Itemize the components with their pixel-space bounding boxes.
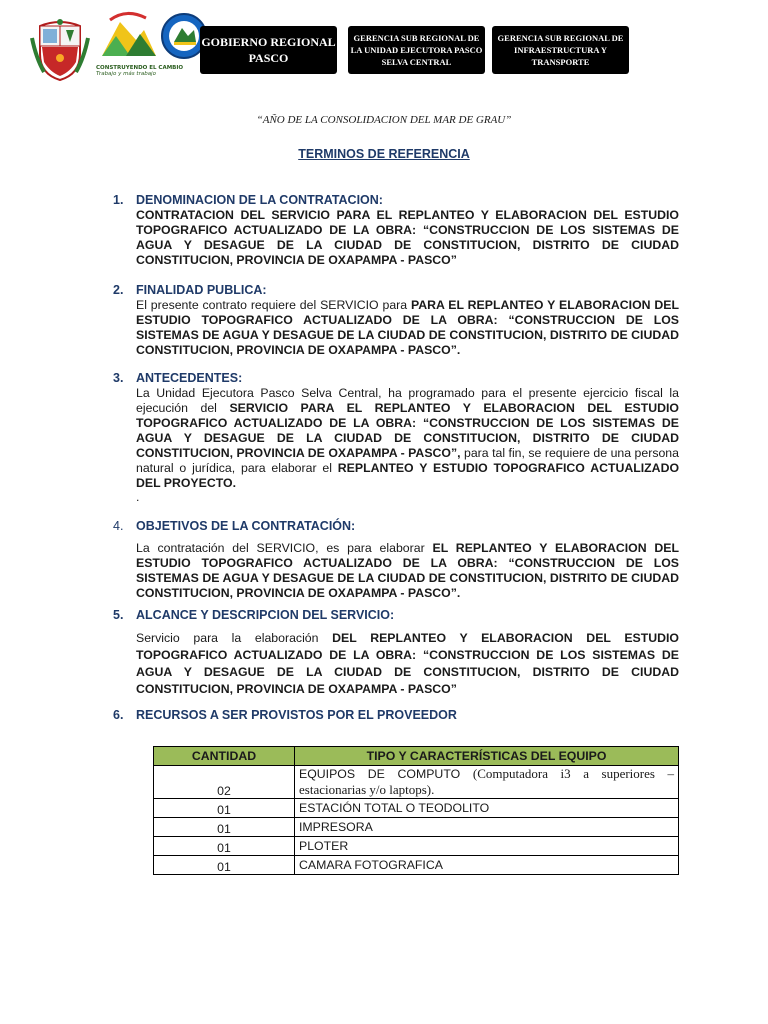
section-alcance [113, 608, 679, 698]
section-body [136, 386, 679, 491]
section-recursos [113, 708, 679, 723]
section-heading [113, 283, 679, 298]
section-antecedentes [113, 371, 679, 503]
table-row [154, 799, 679, 818]
description-cell: ESTACIÓN TOTAL O TEODOLITO [295, 799, 679, 818]
logo-subslogan: Trabajo y más trabajo [96, 71, 156, 77]
gobierno-regional-pasco-logo [96, 10, 212, 78]
logo-slogan: CONSTRUYENDO EL CAMBIO [96, 65, 184, 71]
section-title: DENOMINACION DE LA CONTRATACION: [136, 193, 383, 207]
gobierno-regional-label: GOBIERNO REGIONAL PASCO [201, 35, 336, 65]
section-heading [113, 519, 679, 534]
description-cell: PLOTER [295, 837, 679, 856]
body-text: La Unidad Ejecutora Pasco Selva Central, ha programado para el presente ejercicio fiscal la ejecución del [136, 386, 679, 415]
section-heading [113, 193, 679, 208]
section-number: 1. [113, 193, 124, 207]
section-number: 5. [113, 608, 124, 622]
column-header-tipo: TIPO Y CARACTERÍSTICAS DEL EQUIPO [295, 747, 679, 766]
section-body: CONTRATACION DEL SERVICIO PARA EL REPLANTEO Y ELABORACION DEL ESTUDIO TOPOGRAFICO ACTUALIZADO DE LA OBRA: “CONSTRUCCION DE LOS SISTEMAS DE AGUA Y DESAGUE DE LA CIUDAD DE CONSTITUCION, DISTRITO DE CIUDAD CONSTITUCION, PROVINCIA DE OXAPAMPA - PASCO” [136, 208, 679, 267]
section-title: RECURSOS A SER PROVISTOS POR EL PROVEEDOR [136, 708, 457, 722]
body-text: Servicio para la elaboración [136, 631, 333, 645]
body-text: para tal fin, se requiere de una persona natural o jurídica, para elaborar el [136, 446, 679, 475]
section-body [136, 298, 679, 358]
body-text-bold: DEL REPLANTEO Y ELABORACION DEL ESTUDIO TOPOGRAFICO ACTUALIZADO DE LA OBRA: “CONSTRUCCION DE LOS SISTEMAS DE AGUA Y DESAGUE DE LA CIUDAD DE CONSTITUCION, DISTRITO DE CIUDAD CONSTITUCION, PROVINCIA DE OXAPAMPA - PASCO” [136, 631, 679, 696]
table-row [154, 766, 679, 799]
section-number: 4. [113, 519, 124, 533]
quantity-cell: 01 [154, 818, 295, 837]
equipment-table [153, 746, 679, 875]
description-cell: IMPRESORA [295, 818, 679, 837]
year-motto: “AÑO DE LA CONSOLIDACION DEL MAR DE GRAU” [256, 114, 512, 126]
body-text: La contratación del SERVICIO, es para elaborar [136, 541, 433, 555]
document-header [30, 10, 750, 80]
gerencia-pasco-selva-label: GERENCIA SUB REGIONAL DE LA UNIDAD EJECUTORA PASCO SELVA CENTRAL [350, 33, 483, 67]
description-text: EQUIPOS DE COMPUTO [299, 767, 473, 781]
description-detail: (Computadora i3 a superiores – estacionarias y/o laptops). [299, 766, 674, 797]
section-body [136, 541, 679, 601]
table-row [154, 856, 679, 875]
section-finalidad [113, 283, 679, 358]
section-heading [113, 371, 679, 386]
body-text-bold: SERVICIO PARA EL REPLANTEO Y ELABORACION DEL ESTUDIO TOPOGRAFICO ACTUALIZADO DE LA OBRA: “CONSTRUCCION DE LOS SISTEMAS DE AGUA Y DESAGUE DE LA CIUDAD DE CONSTITUCION, DISTRITO DE CIUDAD CONSTITUCION, PROVINCIA DE OXAPAMPA - PASCO”, [136, 401, 679, 460]
section-body [136, 630, 679, 698]
section-denominacion [113, 193, 679, 268]
table-row [154, 837, 679, 856]
section-objetivos [113, 519, 679, 601]
description-cell [295, 766, 679, 799]
gobierno-regional-box [200, 26, 337, 74]
gerencia-infraestructura-label: GERENCIA SUB REGIONAL DE INFRAESTRUCTURA Y TRANSPORTE [497, 33, 624, 67]
section-title: OBJETIVOS DE LA CONTRATACIÓN: [136, 519, 356, 533]
table-row [154, 818, 679, 837]
section-number: 6. [113, 708, 124, 722]
gerencia-pasco-selva-box [348, 26, 485, 74]
body-text: El presente contrato requiere del SERVICIO para [136, 298, 411, 312]
body-text-bold: REPLANTEO Y ESTUDIO TOPOGRAFICO ACTUALIZADO DEL PROYECTO. [136, 461, 680, 490]
section-title: ALCANCE Y DESCRIPCION DEL SERVICIO: [136, 608, 395, 622]
trailing-dot: . [136, 490, 140, 504]
section-title: FINALIDAD PUBLICA: [136, 283, 267, 297]
section-title: ANTECEDENTES: [136, 371, 243, 385]
description-cell: CAMARA FOTOGRAFICA [295, 856, 679, 875]
section-heading [113, 608, 679, 623]
peru-coat-of-arms-logo [30, 18, 90, 82]
quantity-cell: 02 [154, 766, 295, 799]
body-text-bold: PARA EL REPLANTEO Y ELABORACION DEL ESTUDIO TOPOGRAFICO ACTUALIZADO DE LA OBRA: “CONSTRUCCION DE LOS SISTEMAS DE AGUA Y DESAGUE DE LA CIUDAD DE CONSTITUCION, DISTRITO DE CIUDAD CONSTITUCION, PROVINCIA DE OXAPAMPA - PASCO”. [136, 298, 679, 357]
section-number: 2. [113, 283, 124, 297]
column-header-cantidad: CANTIDAD [154, 747, 295, 766]
gerencia-infraestructura-box [492, 26, 629, 74]
quantity-cell: 01 [154, 856, 295, 875]
quantity-cell: 01 [154, 799, 295, 818]
section-number: 3. [113, 371, 124, 385]
document-title: TERMINOS DE REFERENCIA [298, 147, 470, 161]
body-text-bold: EL REPLANTEO Y ELABORACION DEL ESTUDIO TOPOGRAFICO ACTUALIZADO DE LA OBRA: “CONSTRUCCION DE LOS SISTEMAS DE AGUA Y DESAGUE DE LA CIUDAD DE CONSTITUCION, DISTRITO DE CIUDAD CONSTITUCION, PROVINCIA DE OXAPAMPA - PASCO”. [136, 541, 679, 600]
quantity-cell: 01 [154, 837, 295, 856]
section-heading [113, 708, 679, 723]
